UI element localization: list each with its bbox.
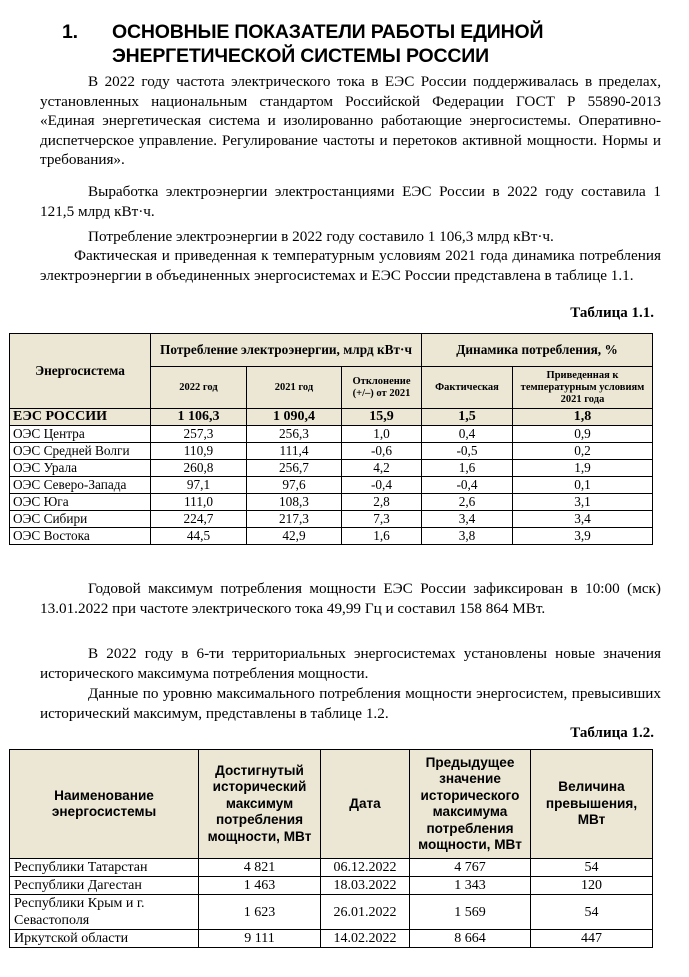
col-dynamics: Динамика потребления, % <box>422 334 653 367</box>
col-date: Дата <box>321 750 410 859</box>
table-row: Республики Татарстан 4 821 06.12.2022 4 767 54 <box>10 859 653 877</box>
paragraph-frequency: В 2022 году частота электрического тока в ЕЭС России поддерживалась в пределах, установленных национальным стандартом Российской Федерации ГОСТ Р 55890-2013 «Единая энергетическая система и изолированно работающие энергосистемы. Оперативно-диспетчерское управление. Регулирование частоты и перетоков активной мощности. Нормы и требования». <box>40 73 661 169</box>
section-title: ОСНОВНЫЕ ПОКАЗАТЕЛИ РАБОТЫ ЕДИНОЙ ЭНЕРГЕТИЧЕСКОЙ СИСТЕМЫ РОССИИ <box>112 21 544 67</box>
paragraph-consumption: Потребление электроэнергии в 2022 году составило 1 106,3 млрд кВт·ч. <box>88 228 554 245</box>
table-row: ОЭС Юга 111,0 108,3 2,8 2,6 3,1 <box>10 494 653 511</box>
col-2021: 2021 год <box>247 367 342 409</box>
col-consumption: Потребление электроэнергии, млрд кВт·ч <box>151 334 422 367</box>
table2-caption: Таблица 1.2. <box>570 725 654 741</box>
table-row: ОЭС Северо-Запада 97,1 97,6 -0,4 -0,4 0,1 <box>10 477 653 494</box>
table-row: Республики Дагестан 1 463 18.03.2022 1 343 120 <box>10 877 653 895</box>
total-row: ЕЭС РОССИИ 1 106,3 1 090,4 15,9 1,5 1,8 <box>10 409 653 426</box>
paragraph-annual-max: Годовой максимум потребления мощности ЕЭС России зафиксирован в 10:00 (мск) 13.01.2022 при частоте электрического тока 49,99 Гц и составил 158 864 МВт. <box>40 580 661 617</box>
table-row: Иркутской области 9 111 14.02.2022 8 664 447 <box>10 930 653 948</box>
col-system: Энергосистема <box>10 334 151 409</box>
consumption-table <box>9 333 653 545</box>
paragraph-table2-intro: Данные по уровню максимального потребления мощности энергосистем, превысивших исторический максимум, представлены в таблице 1.2. <box>40 685 661 722</box>
table-row: ОЭС Средней Волги 110,9 111,4 -0,6 -0,5 0,2 <box>10 443 653 460</box>
table-row: ОЭС Востока 44,5 42,9 1,6 3,8 3,9 <box>10 528 653 545</box>
col-previous: Предыдущее значение исторического максимума потребления мощности, МВт <box>410 750 531 859</box>
table-row: ОЭС Сибири 224,7 217,3 7,3 3,4 3,4 <box>10 511 653 528</box>
section-number: 1. <box>62 21 78 43</box>
table-row: ОЭС Центра 257,3 256,3 1,0 0,4 0,9 <box>10 426 653 443</box>
col-adjusted: Приведенная к температурным условиям 2021 года <box>513 367 653 409</box>
col-actual: Фактическая <box>422 367 513 409</box>
col-name: Наименование энергосистемы <box>10 750 199 859</box>
table-row: Республики Крым и г. Севастополя 1 623 26.01.2022 1 569 54 <box>10 895 653 930</box>
paragraph-generation: Выработка электроэнергии электростанциями ЕЭС России в 2022 году составила 1 121,5 млрд кВт·ч. <box>40 183 661 220</box>
historical-max-table <box>9 749 653 948</box>
col-deviation: Отклонение (+/–) от 2021 <box>342 367 422 409</box>
table1-caption: Таблица 1.1. <box>570 305 654 321</box>
table-row: ОЭС Урала 260,8 256,7 4,2 1,6 1,9 <box>10 460 653 477</box>
paragraph-new-max: В 2022 году в 6-ти территориальных энергосистемах установлены новые значения исторического максимума потребления мощности. <box>40 645 661 682</box>
col-achieved: Достигнутый исторический максимум потребления мощности, МВт <box>199 750 321 859</box>
paragraph-dynamics: Фактическая и приведенная к температурным условиям 2021 года динамика потребления электроэнергии в объединенных энергосистемах и ЕЭС России представлена в таблице 1.1. <box>40 247 661 284</box>
col-2022: 2022 год <box>151 367 247 409</box>
col-excess: Величина превышения, МВт <box>531 750 653 859</box>
